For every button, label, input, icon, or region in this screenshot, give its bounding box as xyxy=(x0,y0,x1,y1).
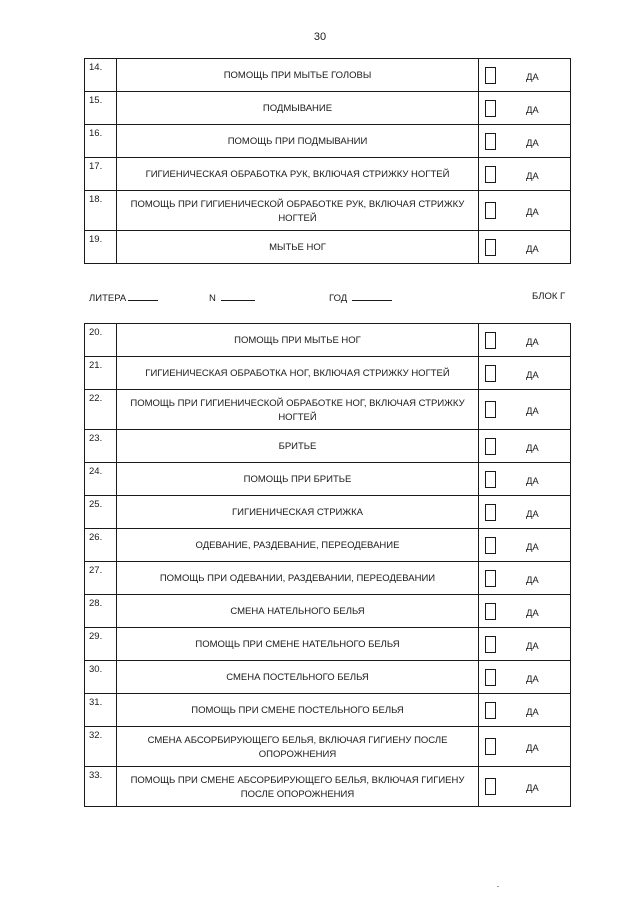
yes-checkbox[interactable] xyxy=(485,438,496,455)
item-text: ПОМОЩЬ ПРИ МЫТЬЕ ГОЛОВЫ xyxy=(117,59,479,92)
table-row xyxy=(85,767,571,807)
answer-cell xyxy=(479,661,571,694)
yes-checkbox[interactable] xyxy=(485,738,496,755)
item-number: 27. xyxy=(85,562,117,595)
checklist-table-2 xyxy=(84,323,571,807)
number-field[interactable] xyxy=(209,291,255,304)
answer-cell xyxy=(479,125,571,158)
item-number: 23. xyxy=(85,430,117,463)
item-text: ПОМОЩЬ ПРИ МЫТЬЕ НОГ xyxy=(117,324,479,357)
table-row xyxy=(85,463,571,496)
item-text: СМЕНА АБСОРБИРУЮЩЕГО БЕЛЬЯ, ВКЛЮЧАЯ ГИГИЕНУ ПОСЛЕ ОПОРОЖНЕНИЯ xyxy=(117,727,479,767)
year-blank[interactable] xyxy=(352,291,392,301)
yes-label: ДА xyxy=(526,406,539,417)
item-number: 16. xyxy=(85,125,117,158)
item-number: 26. xyxy=(85,529,117,562)
item-number: 30. xyxy=(85,661,117,694)
answer-cell xyxy=(479,496,571,529)
table-row xyxy=(85,496,571,529)
table-row xyxy=(85,357,571,390)
answer-cell xyxy=(479,595,571,628)
answer-cell xyxy=(479,158,571,191)
table-row xyxy=(85,661,571,694)
yes-label: ДА xyxy=(526,508,539,520)
item-text: ПОМОЩЬ ПРИ СМЕНЕ НАТЕЛЬНОГО БЕЛЬЯ xyxy=(117,628,479,661)
year-label: ГОД xyxy=(329,293,348,304)
yes-label: ДА xyxy=(526,243,539,255)
yes-label: ДА xyxy=(526,607,539,619)
item-number: 25. xyxy=(85,496,117,529)
answer-cell xyxy=(479,430,571,463)
item-number: 28. xyxy=(85,595,117,628)
item-text: ПОМОЩЬ ПРИ ПОДМЫВАНИИ xyxy=(117,125,479,158)
yes-checkbox[interactable] xyxy=(485,67,496,84)
answer-cell xyxy=(479,390,571,430)
yes-checkbox[interactable] xyxy=(485,636,496,653)
yes-label: ДА xyxy=(526,170,539,182)
yes-label: ДА xyxy=(526,442,539,454)
table-row xyxy=(85,628,571,661)
table-row xyxy=(85,390,571,430)
table-row xyxy=(85,727,571,767)
yes-checkbox[interactable] xyxy=(485,332,496,349)
item-number: 19. xyxy=(85,231,117,264)
answer-cell xyxy=(479,562,571,595)
item-text: ПОМОЩЬ ПРИ СМЕНЕ АБСОРБИРУЮЩЕГО БЕЛЬЯ, ВКЛЮЧАЯ ГИГИЕНУ ПОСЛЕ ОПОРОЖНЕНИЯ xyxy=(117,767,479,807)
yes-checkbox[interactable] xyxy=(485,471,496,488)
item-text: ГИГИЕНИЧЕСКАЯ СТРИЖКА xyxy=(117,496,479,529)
yes-label: ДА xyxy=(526,137,539,149)
checklist-table-1 xyxy=(84,58,571,264)
yes-checkbox[interactable] xyxy=(485,504,496,521)
table-row xyxy=(85,231,571,264)
item-number: 18. xyxy=(85,191,117,231)
yes-label: ДА xyxy=(526,783,539,794)
item-number: 17. xyxy=(85,158,117,191)
yes-checkbox[interactable] xyxy=(485,100,496,117)
answer-cell xyxy=(479,324,571,357)
table-row xyxy=(85,430,571,463)
number-label: N xyxy=(209,293,216,304)
table-row xyxy=(85,158,571,191)
yes-checkbox[interactable] xyxy=(485,778,496,795)
yes-label: ДА xyxy=(526,574,539,586)
yes-label: ДА xyxy=(526,673,539,685)
item-text: МЫТЬЕ НОГ xyxy=(117,231,479,264)
yes-label: ДА xyxy=(526,475,539,487)
yes-checkbox[interactable] xyxy=(485,239,496,256)
yes-checkbox[interactable] xyxy=(485,401,496,418)
table-row xyxy=(85,595,571,628)
yes-label: ДА xyxy=(526,104,539,116)
litera-blank[interactable] xyxy=(128,291,158,301)
table-row xyxy=(85,529,571,562)
yes-checkbox[interactable] xyxy=(485,166,496,183)
item-text: ПОМОЩЬ ПРИ ГИГИЕНИЧЕСКОЙ ОБРАБОТКЕ НОГ, ВКЛЮЧАЯ СТРИЖКУ НОГТЕЙ xyxy=(117,390,479,430)
yes-label: ДА xyxy=(526,640,539,652)
yes-checkbox[interactable] xyxy=(485,365,496,382)
item-number: 32. xyxy=(85,727,117,767)
answer-cell xyxy=(479,59,571,92)
yes-label: ДА xyxy=(526,336,539,348)
table-row xyxy=(85,191,571,231)
number-blank[interactable] xyxy=(221,291,255,301)
yes-label: ДА xyxy=(526,706,539,718)
yes-checkbox[interactable] xyxy=(485,202,496,219)
item-text: ПОДМЫВАНИЕ xyxy=(117,92,479,125)
item-text: ГИГИЕНИЧЕСКАЯ ОБРАБОТКА РУК, ВКЛЮЧАЯ СТРИЖКУ НОГТЕЙ xyxy=(117,158,479,191)
item-number: 21. xyxy=(85,357,117,390)
yes-label: ДА xyxy=(526,71,539,83)
yes-checkbox[interactable] xyxy=(485,570,496,587)
item-text: СМЕНА НАТЕЛЬНОГО БЕЛЬЯ xyxy=(117,595,479,628)
yes-checkbox[interactable] xyxy=(485,603,496,620)
year-field[interactable] xyxy=(329,291,392,304)
item-number: 22. xyxy=(85,390,117,430)
answer-cell xyxy=(479,92,571,125)
yes-checkbox[interactable] xyxy=(485,702,496,719)
scan-speck xyxy=(497,886,499,887)
yes-checkbox[interactable] xyxy=(485,537,496,554)
yes-checkbox[interactable] xyxy=(485,133,496,150)
answer-cell xyxy=(479,529,571,562)
table-row xyxy=(85,59,571,92)
item-text: ПОМОЩЬ ПРИ СМЕНЕ ПОСТЕЛЬНОГО БЕЛЬЯ xyxy=(117,694,479,727)
item-number: 20. xyxy=(85,324,117,357)
item-text: ПОМОЩЬ ПРИ ГИГИЕНИЧЕСКОЙ ОБРАБОТКЕ РУК, ВКЛЮЧАЯ СТРИЖКУ НОГТЕЙ xyxy=(117,191,479,231)
item-number: 33. xyxy=(85,767,117,807)
item-text: ГИГИЕНИЧЕСКАЯ ОБРАБОТКА НОГ, ВКЛЮЧАЯ СТРИЖКУ НОГТЕЙ xyxy=(117,357,479,390)
table-row xyxy=(85,92,571,125)
answer-cell xyxy=(479,231,571,264)
item-number: 24. xyxy=(85,463,117,496)
answer-cell xyxy=(479,628,571,661)
answer-cell xyxy=(479,191,571,231)
table-row xyxy=(85,125,571,158)
answer-cell xyxy=(479,357,571,390)
item-text: ПОМОЩЬ ПРИ ОДЕВАНИИ, РАЗДЕВАНИИ, ПЕРЕОДЕВАНИИ xyxy=(117,562,479,595)
table-row xyxy=(85,562,571,595)
page-number: 30 xyxy=(313,31,327,43)
answer-cell xyxy=(479,727,571,767)
item-text: БРИТЬЕ xyxy=(117,430,479,463)
yes-label: ДА xyxy=(526,207,539,218)
litera-field[interactable] xyxy=(89,291,158,304)
yes-checkbox[interactable] xyxy=(485,669,496,686)
block-label: БЛОК Г xyxy=(532,291,566,302)
item-text: ПОМОЩЬ ПРИ БРИТЬЕ xyxy=(117,463,479,496)
item-number: 14. xyxy=(85,59,117,92)
yes-label: ДА xyxy=(526,541,539,553)
yes-label: ДА xyxy=(526,743,539,754)
item-number: 29. xyxy=(85,628,117,661)
litera-label: ЛИТЕРА xyxy=(89,293,127,304)
item-text: ОДЕВАНИЕ, РАЗДЕВАНИЕ, ПЕРЕОДЕВАНИЕ xyxy=(117,529,479,562)
yes-label: ДА xyxy=(526,369,539,381)
item-text: СМЕНА ПОСТЕЛЬНОГО БЕЛЬЯ xyxy=(117,661,479,694)
item-number: 31. xyxy=(85,694,117,727)
table-row xyxy=(85,324,571,357)
table-row xyxy=(85,694,571,727)
answer-cell xyxy=(479,767,571,807)
answer-cell xyxy=(479,463,571,496)
item-number: 15. xyxy=(85,92,117,125)
answer-cell xyxy=(479,694,571,727)
